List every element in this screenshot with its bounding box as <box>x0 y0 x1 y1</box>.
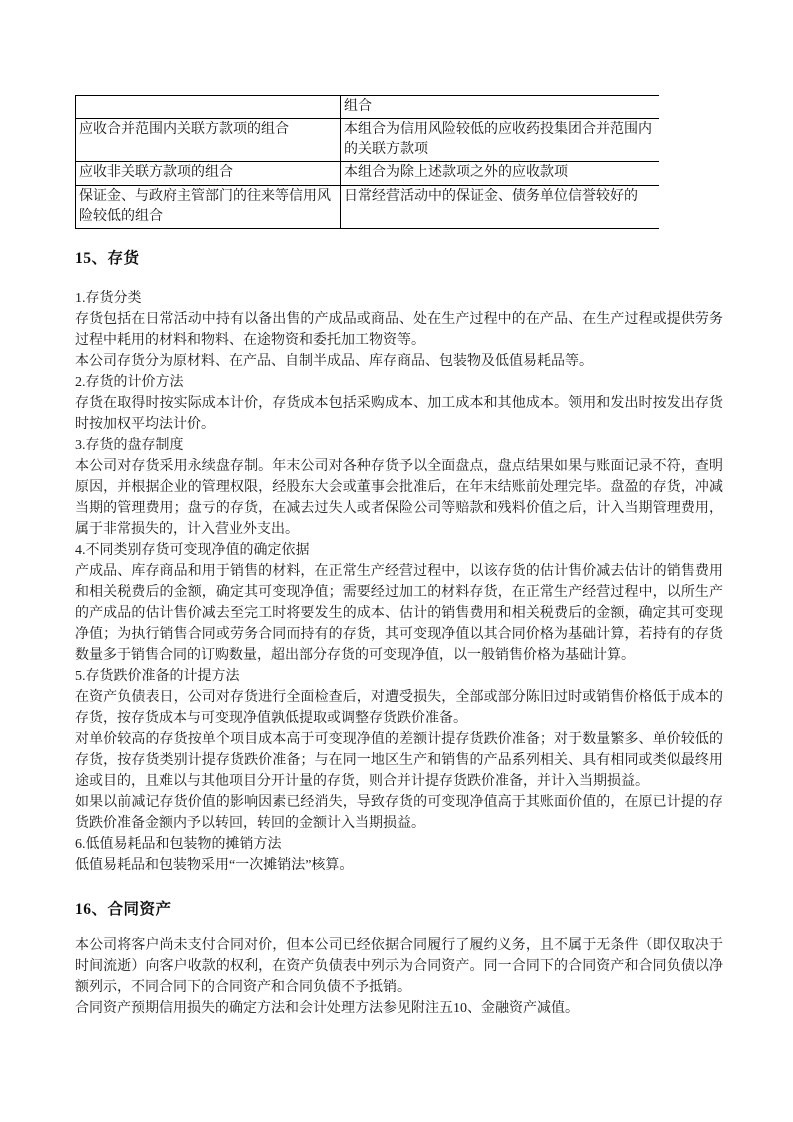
section-16-contract-assets-body <box>75 935 723 1019</box>
table-cell-portfolio-basis: 本组合为除上述款项之外的应收款项 <box>341 161 660 185</box>
paragraph-count-system-title: 3.存货的盘存制度 <box>75 437 184 453</box>
paragraph-inventory-classification-title: 1.存货分类 <box>75 290 142 306</box>
table-row <box>76 118 660 161</box>
paragraph-writedown-check: 在资产负债表日，公司对存货进行全面检查后，对遭受损失，全部或部分陈旧过时或销售价格低于成本的存货，按存货成本与可变现净值孰低提取或调整存货跌价准备。 <box>75 689 723 726</box>
table-row <box>76 185 660 228</box>
paragraph-contract-assets-ecl-reference: 合同资产预期信用损失的确定方法和会计处理方法参见附注五10、金融资产减值。 <box>75 1000 579 1016</box>
paragraph-amortization-method: 低值易耗品和包装物采用“一次摊销法”核算。 <box>75 857 354 873</box>
table-cell-portfolio-basis: 日常经营活动中的保证金、债务单位信誉较好的 <box>341 185 660 228</box>
paragraph-nrv-basis-title: 4.不同类别存货可变现净值的确定依据 <box>75 542 310 558</box>
section-16-contract-assets-heading: 16、合同资产 <box>75 900 172 918</box>
paragraph-writedown-reversal: 如果以前减记存货价值的影响因素已经消失，导致存货的可变现净值高于其账面价值的，在原已计提的存货跌价准备金额内予以转回，转回的金额计入当期损益。 <box>75 794 723 831</box>
table-cell-portfolio-basis: 本组合为信用风险较低的应收药投集团合并范围内的关联方款项 <box>341 118 660 161</box>
table-cell-portfolio-name: 应收非关联方款项的组合 <box>76 161 341 185</box>
paragraph-inventory-categories: 本公司存货分为原材料、在产品、自制半成品、库存商品、包装物及低值易耗品等。 <box>75 353 593 369</box>
paragraph-contract-assets-definition: 本公司将客户尚未支付合同对价，但本公司已经依据合同履行了履约义务，且不属于无条件（即仅取决于时间流逝）向客户收款的权利，在资产负债表中列示为合同资产。同一合同下的合同资产和合同负债以净额列示，不同合同下的合同资产和合同负债不予抵销。 <box>75 937 723 995</box>
section-15-inventory-body <box>75 288 723 876</box>
paragraph-count-system: 本公司对存货采用永续盘存制。年末公司对各种存货予以全面盘点，盘点结果如果与账面记录不符，查明原因，并根据企业的管理权限，经股东大会或董事会批准后，在年末结账前处理完毕。盘盈的存货，冲减当期的管理费用；盘亏的存货，在减去过失人或者保险公司等赔款和残料价值之后，计入当期管理费用，属于非常损失的，计入营业外支出。 <box>75 458 723 537</box>
table-cell-portfolio-name: 应收合并范围内关联方款项的组合 <box>76 118 341 161</box>
table-row <box>76 96 660 119</box>
paragraph-valuation-method: 存货在取得时按实际成本计价，存货成本包括采购成本、加工成本和其他成本。领用和发出时按发出存货时按加权平均法计价。 <box>75 395 723 432</box>
paragraph-writedown-method-title: 5.存货跌价准备的计提方法 <box>75 668 240 684</box>
paragraph-inventory-classification: 存货包括在日常活动中持有以备出售的产成品或商品、处在生产过程中的在产品、在生产过程或提供劳务过程中耗用的材料和物料、在途物资和委托加工物资等。 <box>75 311 723 348</box>
credit-risk-portfolio-table <box>75 95 659 229</box>
table-row <box>76 161 660 185</box>
paragraph-valuation-method-title: 2.存货的计价方法 <box>75 374 184 390</box>
table-cell-portfolio-basis: 组合 <box>341 96 660 119</box>
paragraph-nrv-basis: 产成品、库存商品和用于销售的材料，在正常生产经营过程中，以该存货的估计售价减去估计的销售费用和相关税费后的金额，确定其可变现净值；需要经过加工的材料存货，在正常生产经营过程中，以所生产的产成品的估计售价减去至完工时将要发生的成本、估计的销售费用和相关税费后的金额，确定其可变现净值；为执行销售合同或劳务合同而持有的存货，其可变现净值以其合同价格为基础计算，若持有的存货数量多于销售合同的订购数量，超出部分存货的可变现净值，以一般销售价格为基础计算。 <box>75 563 723 663</box>
paragraph-writedown-rules: 对单价较高的存货按单个项目成本高于可变现净值的差额计提存货跌价准备；对于数量繁多、单价较低的存货，按存货类别计提存货跌价准备；与在同一地区生产和销售的产品系列相关、具有相同或类似最终用途或目的，且难以与其他项目分开计量的存货，则合并计提存货跌价准备，并计入当期损益。 <box>75 731 723 789</box>
table-cell-portfolio-name: 保证金、与政府主管部门的往来等信用风险较低的组合 <box>76 185 341 228</box>
section-15-inventory-heading: 15、存货 <box>75 249 140 267</box>
paragraph-amortization-title: 6.低值易耗品和包装物的摊销方法 <box>75 836 282 852</box>
table-cell-portfolio-name <box>76 96 341 119</box>
